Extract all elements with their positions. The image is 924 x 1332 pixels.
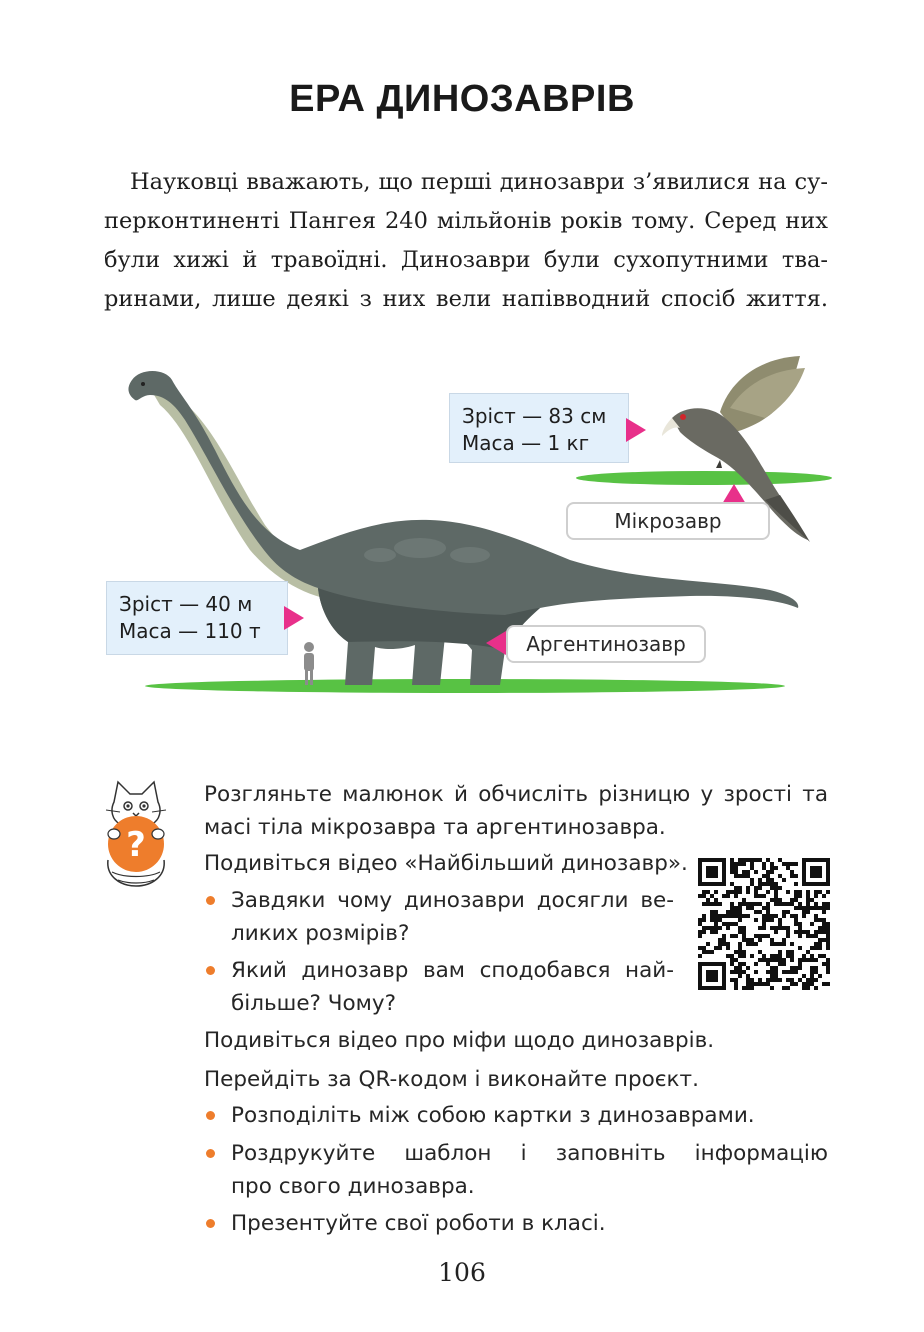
microsaurus-info-marker (626, 418, 646, 442)
bullet-dot (206, 1111, 215, 1120)
bullet-dot (206, 966, 215, 975)
task-compare-line: масі тіла мікрозавра та аргентинозавра. (204, 815, 666, 840)
argentinosaurus-height: Зріст — 40 м (119, 592, 253, 616)
qr-code-icon (698, 858, 830, 990)
bullet-dot (206, 1219, 215, 1228)
list-item (204, 1137, 828, 1207)
mascot (100, 780, 172, 890)
bullet-dot (206, 1149, 215, 1158)
question-line: ликих розмірів? (231, 921, 410, 946)
argentinosaurus-info-marker (284, 606, 304, 630)
question-line: більше? Чому? (231, 991, 397, 1016)
page-number: 106 (438, 1258, 486, 1287)
cat-question-icon (100, 780, 172, 890)
project-step: Розподіліть між собою картки з динозаврами. (231, 1103, 755, 1128)
task-video-biggest: Подивіться відео «Найбільший динозавр». (204, 851, 688, 876)
microsaurus-label: Мікрозавр (566, 502, 770, 540)
human-silhouette-icon (304, 642, 314, 685)
bullet-dot (206, 896, 215, 905)
argentinosaurus-info-box (106, 581, 288, 655)
argentinosaurus-label-marker (486, 631, 506, 655)
list-item (204, 1207, 828, 1243)
ground-large (145, 679, 785, 693)
list-item (204, 884, 674, 954)
microsaurus-info-box (449, 393, 629, 463)
intro-line: ринами, лише деякі з них вели напівводний спосіб життя. (104, 286, 828, 312)
dinosaur-illustration (0, 350, 924, 710)
mascot-question-mark: ? (126, 825, 146, 865)
intro-line: Науковці вважають, що перші динозаври з’явилися на су- (130, 169, 828, 195)
qr-code[interactable] (698, 858, 830, 990)
task-compare-line: Розгляньте малюнок й обчисліть різницю у зрості та (204, 782, 828, 807)
list-item (204, 954, 674, 1024)
project-step: Презентуйте свої роботи в класі. (231, 1211, 606, 1236)
question-line: Який динозавр вам сподобався най- (231, 958, 674, 983)
page-title: ЕРА ДИНОЗАВРІВ (289, 78, 635, 120)
ground-small (576, 471, 832, 485)
project-step-line: Роздрукуйте шаблон і заповніть інформацію (231, 1141, 828, 1166)
question-line: Завдяки чому динозаври досягли ве- (231, 888, 674, 913)
task-video-myths: Подивіться відео про міфи щодо динозаврів. (204, 1028, 715, 1053)
intro-line: перконтиненті Пангея 240 мільйонів років тому. Серед них (104, 208, 828, 234)
intro-paragraph (104, 163, 828, 319)
microsaurus-label-marker (722, 484, 746, 504)
intro-line: були хижі й травоїдні. Динозаври були сухопутними тва- (104, 247, 828, 273)
microsaurus-height: Зріст — 83 см (462, 404, 607, 428)
task-compare (204, 778, 828, 844)
task-project: Перейдіть за QR-кодом і виконайте проєкт. (204, 1067, 699, 1092)
argentinosaurus-label: Аргентинозавр (506, 625, 706, 663)
argentinosaurus-mass: Маса — 110 т (119, 619, 261, 643)
microsaurus-mass: Маса — 1 кг (462, 431, 590, 455)
list-item (204, 1099, 828, 1135)
project-step-line: про свого динозавра. (231, 1174, 475, 1199)
